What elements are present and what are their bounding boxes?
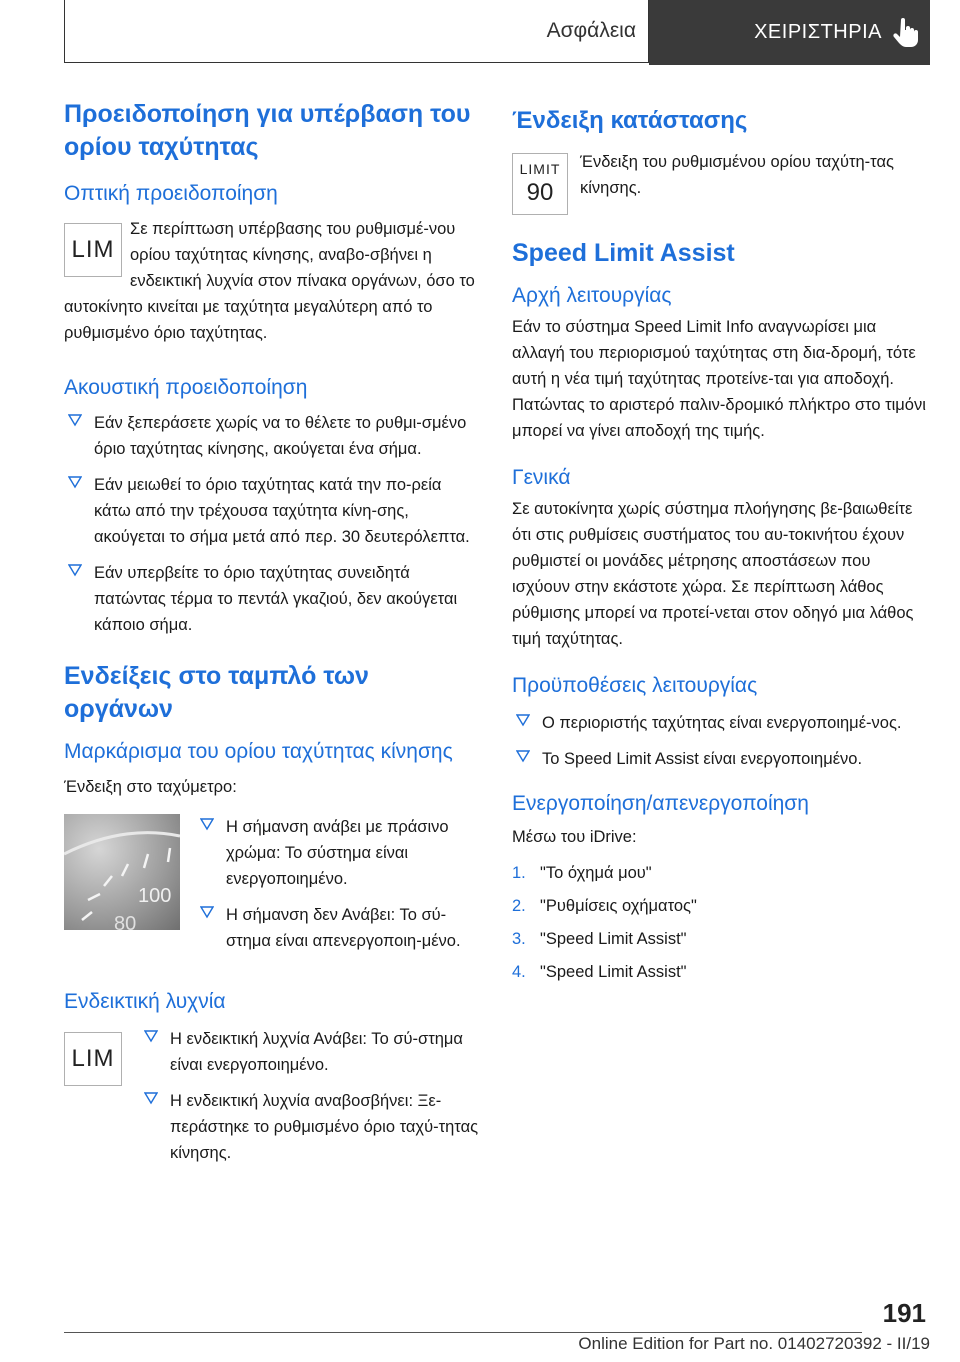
page-header [64, 0, 930, 65]
list-item: 2. "Ρυθμίσεις οχήματος" [512, 897, 697, 915]
lim-indicator-icon [64, 223, 122, 277]
left-column [64, 98, 480, 1176]
indicator-lamp-heading: Ενδεικτική λυχνία [64, 990, 226, 1013]
triangle-bullet-icon [68, 413, 82, 427]
speedometer-list [196, 814, 480, 964]
chapter-title: ΧΕΙΡΙΣΤΗΡΙΑ [754, 21, 882, 43]
speed-warning-title: Προειδοποίηση για υπέρβαση του ορίου ταχύτητας [64, 100, 471, 161]
status-display-heading: Ένδειξη κατάστασης [512, 107, 748, 134]
edition-note: Online Edition for Part no. 01402720392 - II/19 [578, 1334, 930, 1353]
prerequisites-list [512, 710, 930, 772]
principle-heading: Αρχή λειτουργίας [512, 284, 672, 307]
activation-heading: Ενεργοποίηση/απενεργοποίηση [512, 792, 809, 815]
general-text: Σε αυτοκίνητα χωρίς σύστημα πλοήγησης βε-βαιωθείτε ότι στις ρυθμίσεις συστήματος του αυ-τοκινήτου έχουν ρυθμιστεί οι μονάδες μέτρησης αποστάσεων που ισχύουν στην εκάστοτε χώρα. Σε περίπτωση λάθος ρύθμισης μπορεί να προτεί-νεται στον οδηγό μια λάθος τιμή ταχύτητας. [512, 500, 914, 648]
instrument-panel-title: Ενδείξεις στο ταμπλό των οργάνων [64, 662, 369, 723]
list-item: 1. "Το όχημά μου" [512, 864, 652, 882]
lim-icon-label: LIM [71, 1045, 115, 1072]
activation-steps [512, 860, 930, 985]
gauge-label-100: 100 [138, 885, 172, 907]
speed-limit-assist-title: Speed Limit Assist [512, 239, 735, 267]
list-item: Εάν ξεπεράσετε χωρίς να το θέλετε το ρυθμι-σμένο όριο ταχύτητας κίνησης, ακούγεται ένα σήμα. [64, 410, 480, 462]
status-display-text: Ένδειξη του ρυθμισμένου ορίου ταχύτη-τας κίνησης. [580, 153, 894, 197]
activation-intro: Μέσω του iDrive: [512, 828, 637, 846]
list-item: Η ενδεικτική λυχνία Ανάβει: Το σύ-στημα είναι ενεργοποιημένο. [140, 1026, 480, 1078]
right-column [512, 104, 930, 992]
chapter-tab[interactable] [649, 0, 930, 65]
list-item: Εάν μειωθεί το όριο ταχύτητας κατά την πο-ρεία κάτω από την τρέχουσα ταχύτητα κίνη-σης, ακούγεται το σήμα μετά από περ. 30 δευτερόλεπτα. [64, 472, 480, 550]
list-item: Το Speed Limit Assist είναι ενεργοποιημένο. [512, 746, 930, 772]
acoustic-warning-heading: Ακουστική προειδοποίηση [64, 376, 308, 399]
status-display-block [512, 149, 930, 215]
hand-pointer-icon [892, 18, 918, 48]
page-number: 191 [882, 1298, 926, 1328]
speed-limit-sign-icon [512, 153, 568, 215]
list-item: Ο περιοριστής ταχύτητας είναι ενεργοποιημέ-νος. [512, 710, 930, 736]
list-item: Η σήμανση δεν Ανάβει: Το σύ-στημα είναι απενεργοποιη-μένο. [196, 902, 480, 954]
list-item: Εάν υπερβείτε το όριο ταχύτητας συνειδητά πατώντας τέρμα το πεντάλ γκαζιού, δεν ακούγεται κάποιο σήμα. [64, 560, 480, 638]
list-item: 3. "Speed Limit Assist" [512, 930, 687, 948]
indicator-lamp-block [64, 1026, 480, 1176]
optical-warning-text: Σε περίπτωση υπέρβασης του ρυθμισμέ-νου ορίου ταχύτητας κίνησης, αναβο-σβήνει η ενδεικτική λυχνία στον πίνακα οργάνων, όσο το αυτοκίνητο κινείται με ταχύτητα μεγαλύτερη από το ρυθμισμένο όριο ταχύτητας. [64, 220, 475, 342]
optical-warning-block [64, 216, 480, 346]
indicator-lamp-list [140, 1026, 480, 1176]
lim-indicator-icon [64, 1032, 122, 1086]
optical-warning-heading: Οπτική προειδοποίηση [64, 182, 278, 205]
speedometer-block [64, 814, 480, 964]
limit-sign-value: 90 [526, 179, 554, 206]
footer-divider [64, 1332, 862, 1333]
speedometer-label: Ένδειξη στο ταχύμετρο: [64, 778, 237, 796]
list-item: Η ενδεικτική λυχνία αναβοσβήνει: Ξε-περάστηκε το ρυθμισμένο όριο ταχύ-τητας κίνησης. [140, 1088, 480, 1166]
principle-text: Εάν το σύστημα Speed Limit Info αναγνωρίσει μια αλλαγή του περιορισμού ταχύτητας στη δια-δρομή, τότε αυτή η νέα τιμή ταχύτητας προτείνε-ται για αποδοχή. Πατώντας το αριστερό παλιν-δρομικό πλήκτρο στο τιμόνι μπορεί να γίνει αποδοχή της τιμής. [512, 318, 926, 440]
acoustic-warning-list [64, 410, 480, 638]
triangle-bullet-icon [144, 1029, 158, 1043]
triangle-bullet-icon [516, 713, 530, 727]
triangle-bullet-icon [68, 563, 82, 577]
lim-icon-label: LIM [71, 236, 115, 263]
general-heading: Γενικά [512, 466, 571, 489]
triangle-bullet-icon [200, 817, 214, 831]
limit-marking-heading: Μαρκάρισμα του ορίου ταχύτητας κίνησης [64, 740, 453, 763]
triangle-bullet-icon [68, 475, 82, 489]
list-item: Η σήμανση ανάβει με πράσινο χρώμα: Το σύστημα είναι ενεργοποιημένο. [196, 814, 480, 892]
speedometer-image [64, 814, 180, 930]
triangle-bullet-icon [516, 749, 530, 763]
limit-sign-label: LIMIT [519, 161, 561, 177]
list-item: 4. "Speed Limit Assist" [512, 963, 687, 981]
section-title: Ασφάλεια [64, 0, 649, 63]
prerequisites-heading: Προϋποθέσεις λειτουργίας [512, 674, 758, 697]
gauge-label-80: 80 [114, 913, 137, 930]
triangle-bullet-icon [144, 1091, 158, 1105]
triangle-bullet-icon [200, 905, 214, 919]
